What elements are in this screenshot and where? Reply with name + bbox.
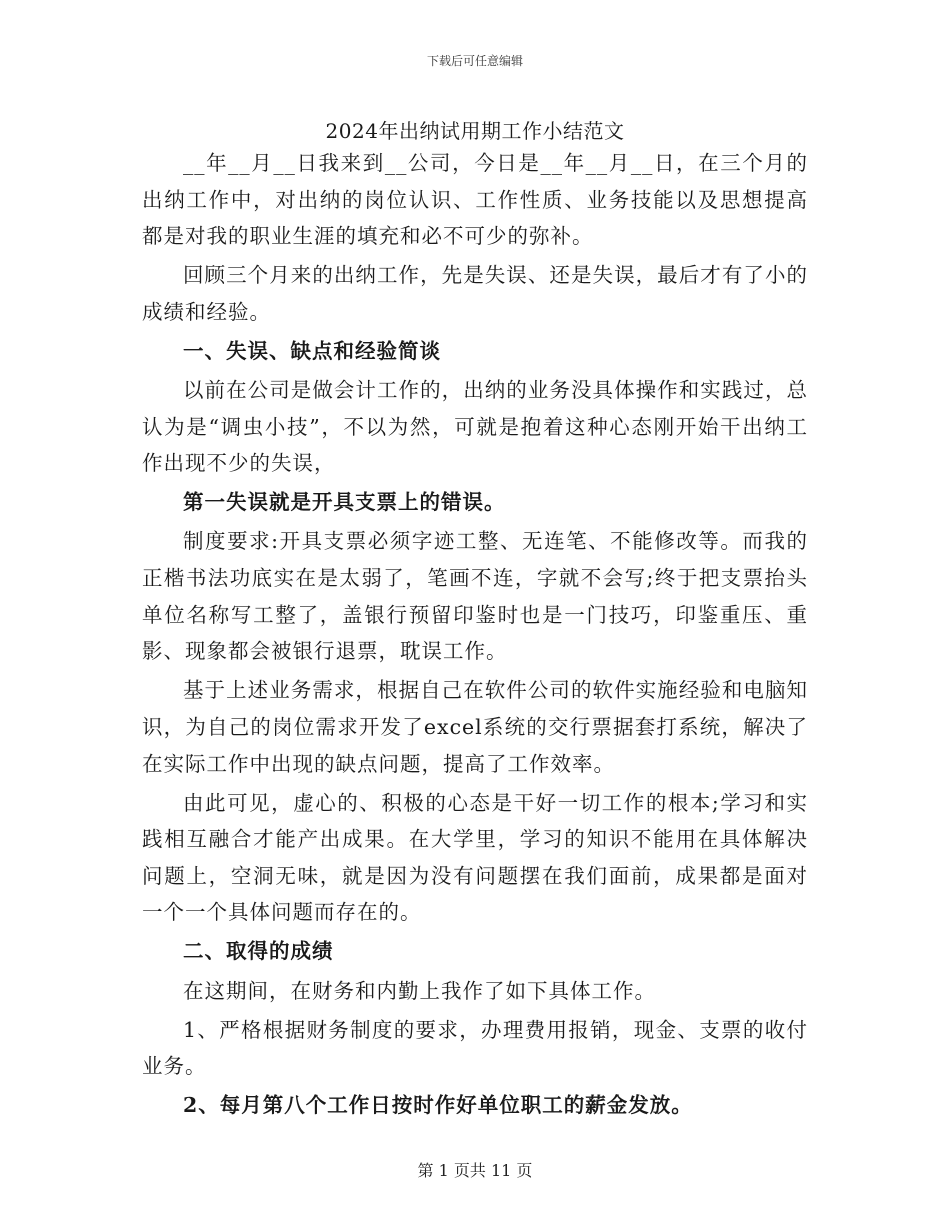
section-heading: 一、失误、缺点和经验简谈: [183, 338, 441, 363]
page-header-note: 下载后可任意编辑: [426, 54, 523, 68]
paragraph: 以前在公司是做会计工作的，出纳的业务没具体操作和实践过，总认为是“调虫小技”，不以为然，可就是抱着这种心态刚开始干出纳工作出现不少的失误，: [142, 378, 808, 476]
page-number: 第 1 页共 11 页: [417, 1161, 533, 1180]
paragraph: __年__月__日我来到__公司，今日是__年__月__日，在三个月的出纳工作中，对出纳的岗位认识、工作性质、业务技能以及思想提高都是对我的职业生涯的填充和必不可少的弥补。: [142, 151, 808, 249]
paragraph: 基于上述业务需求，根据自己在软件公司的软件实施经验和电脑知识，为自己的岗位需求开发了excel系统的交行票据套打系统，解决了在实际工作中出现的缺点问题，提高了工作效率。: [142, 678, 808, 776]
paragraph: 在这期间，在财务和内勤上我作了如下具体工作。: [183, 978, 656, 1003]
section-heading: 二、取得的成绩: [183, 939, 334, 964]
list-item: 2、每月第八个工作日按时作好单位职工的薪金发放。: [183, 1093, 693, 1118]
document-title: 2024年出纳试用期工作小结范文: [325, 119, 625, 143]
paragraph: 回顾三个月来的出纳工作，先是失误、还是失误，最后才有了小的成绩和经验。: [142, 263, 808, 324]
paragraph: 制度要求:开具支票必须字迹工整、无连笔、不能修改等。而我的正楷书法功底实在是太弱了，笔画不连，字就不会写;终于把支票抬头单位名称写工整了，盖银行预留印鉴时也是一门技巧，印鉴重压、重影、现象都会被银行退票，耽误工作。: [142, 529, 808, 664]
subsection-heading: 第一失误就是开具支票上的错误。: [183, 490, 506, 515]
list-item: 1、严格根据财务制度的要求，办理费用报销，现金、支票的收付业务。: [142, 1017, 808, 1079]
paragraph: 由此可见，虚心的、积极的心态是干好一切工作的根本;学习和实践相互融合才能产出成果。在大学里，学习的知识不能用在具体解决问题上，空洞无味，就是因为没有问题摆在我们面前，成果都是面对一个一个具体问题而存在的。: [142, 790, 808, 925]
document-body: [142, 145, 808, 1126]
